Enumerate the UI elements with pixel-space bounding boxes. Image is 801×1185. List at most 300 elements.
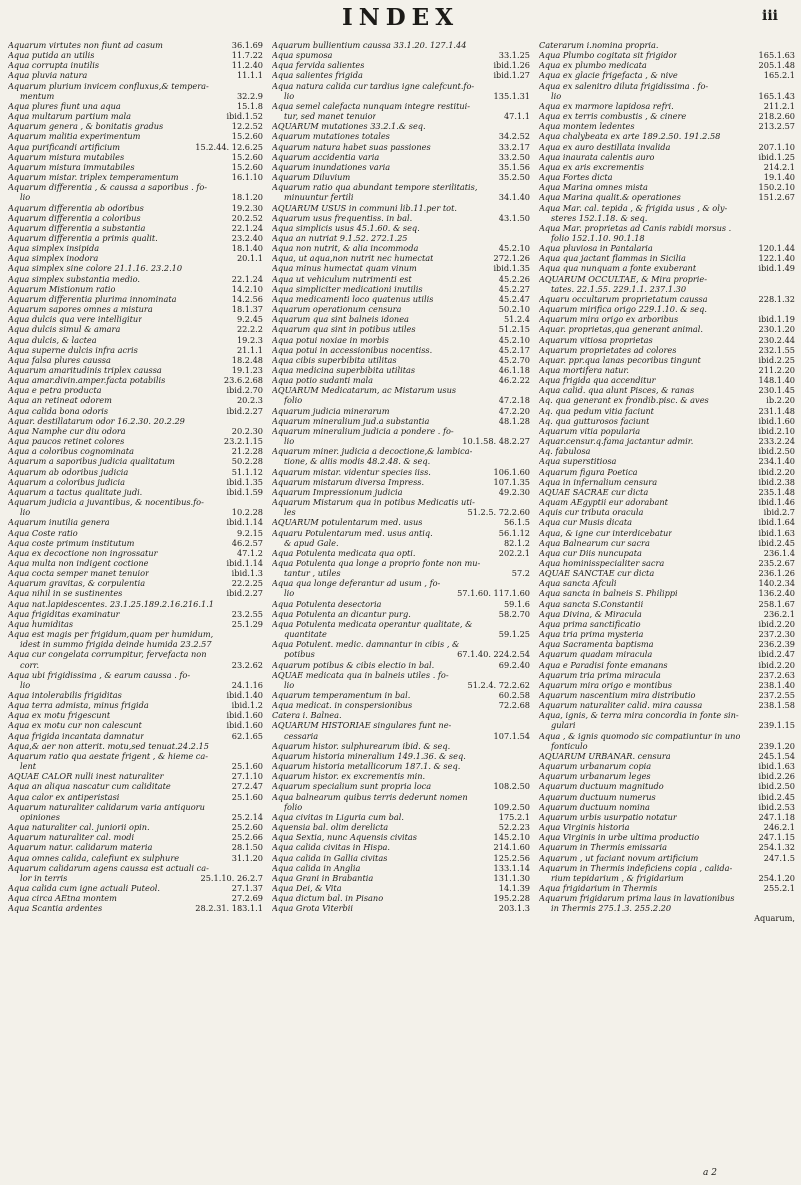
index-entry bbox=[8, 731, 263, 741]
entry-reference: ibid.1.60 bbox=[226, 720, 263, 731]
entry-reference: 31.1.20 bbox=[231, 852, 263, 863]
entry-term: gulari bbox=[551, 720, 576, 731]
index-entry bbox=[272, 781, 530, 791]
index-entry bbox=[8, 528, 263, 538]
index-entry bbox=[8, 101, 263, 111]
entry-reference: 25.1.60 bbox=[231, 791, 263, 802]
entry-reference: 57.2 bbox=[511, 568, 530, 579]
entry-term: Aqua omnes calida, calefiunt ex sulphure bbox=[8, 852, 180, 863]
entry-term: Aquarum gravitas, & corpulentia bbox=[8, 578, 146, 589]
entry-term: Aq. fabulosa bbox=[539, 446, 591, 457]
entry-term: Aquarum mira origo ex arboribus bbox=[539, 314, 679, 325]
entry-reference: 230.2.44 bbox=[758, 334, 795, 345]
entry-term: Aq. qua pedum vitia faciunt bbox=[539, 405, 654, 416]
entry-reference: ib.2.20 bbox=[766, 395, 795, 406]
index-entry bbox=[8, 304, 263, 314]
entry-reference: 22.1.24 bbox=[231, 222, 263, 233]
index-entry bbox=[8, 670, 263, 680]
entry-term: Aqua calida cum igne actuali Puteol. bbox=[8, 882, 160, 893]
index-entry bbox=[272, 436, 530, 446]
entry-reference: 9.2.45 bbox=[236, 314, 263, 325]
entry-reference: ibid.1.63 bbox=[758, 761, 795, 772]
index-entry bbox=[8, 81, 263, 91]
index-entry bbox=[8, 192, 263, 202]
entry-reference: ibid.1.40 bbox=[226, 690, 263, 700]
index-entry bbox=[539, 528, 795, 538]
entry-reference: 254.1.20 bbox=[758, 872, 795, 883]
index-entry bbox=[272, 233, 530, 243]
index-entry bbox=[8, 842, 263, 852]
entry-term: Aquaru Potulentarum med. usus antiq. bbox=[272, 527, 433, 538]
entry-reference: 140.2.34 bbox=[758, 578, 795, 589]
index-entry bbox=[539, 609, 795, 619]
entry-term: Aqua mortifera natur. bbox=[539, 365, 630, 375]
entry-term: Aqua Balnearum cur sacra bbox=[539, 537, 650, 548]
entry-reference: 214.2.1 bbox=[763, 161, 795, 172]
index-entry bbox=[539, 588, 795, 598]
index-entry bbox=[539, 842, 795, 852]
index-entry bbox=[272, 406, 530, 416]
entry-term: AQUAE SANCTAE cur dicta bbox=[539, 568, 655, 579]
entry-term: Aqua sancta Afculi bbox=[539, 578, 617, 589]
index-entry bbox=[8, 487, 263, 497]
index-entry bbox=[539, 670, 795, 680]
index-entry bbox=[539, 649, 795, 659]
index-entry bbox=[272, 741, 530, 751]
entry-reference: 207.1.10 bbox=[758, 141, 795, 152]
entry-term: Aqua Mar. cal. tepida , & frigida usus , & oly- bbox=[539, 202, 728, 213]
index-entry bbox=[272, 883, 530, 893]
index-entry bbox=[8, 578, 263, 588]
index-entry bbox=[272, 467, 530, 477]
entry-term: fonticulo bbox=[551, 740, 588, 751]
entry-reference: 247.1.5 bbox=[763, 852, 795, 863]
entry-reference: 23.2.1.15 bbox=[223, 436, 263, 447]
entry-term: Aquarum mirifica origo 229.1.10. & seq. bbox=[539, 304, 707, 315]
index-entry bbox=[272, 172, 530, 182]
index-entry bbox=[272, 152, 530, 162]
entry-term: Aquarum differentia , & caussa a saporibus . fo- bbox=[8, 182, 208, 193]
entry-reference: ibid.2.7 bbox=[763, 507, 795, 518]
entry-term: Aqua civitas in Liguria cum bal. bbox=[272, 811, 404, 822]
entry-term: Aqua terra admista, minus frigida bbox=[8, 700, 149, 711]
entry-term: Aqua e petra producta bbox=[8, 385, 102, 396]
index-entry bbox=[539, 335, 795, 345]
index-entry bbox=[8, 60, 263, 70]
entry-term: Aqua potio sudanti mala bbox=[272, 375, 374, 386]
entry-term: Aqua , & ignis quomodo sic compatiuntur in uno bbox=[539, 730, 741, 741]
entry-reference: 15.1.8 bbox=[236, 100, 263, 111]
entry-reference: 25.2.60 bbox=[231, 822, 263, 833]
entry-reference: 10.2.28 bbox=[231, 507, 263, 518]
entry-reference: 20.2.3 bbox=[236, 395, 263, 406]
entry-term: Aqua balnearum quibus terris dederunt nomen bbox=[272, 791, 468, 802]
entry-term: Aquarum naturaliter cal. modi bbox=[8, 832, 135, 843]
index-entry bbox=[272, 832, 530, 842]
entry-reference: 135.1.31 bbox=[493, 90, 530, 101]
index-entry bbox=[539, 538, 795, 548]
index-entry bbox=[8, 213, 263, 223]
index-entry bbox=[539, 324, 795, 334]
index-entry bbox=[8, 162, 263, 172]
entry-term: Aqua,& aer non atterit. motu,sed tenuat.24.2.15 bbox=[8, 740, 209, 751]
index-entry bbox=[8, 609, 263, 619]
index-entry bbox=[272, 599, 530, 609]
index-entry bbox=[272, 619, 530, 629]
entry-term: Aquarum qua sint in potibus utiles bbox=[272, 324, 416, 335]
entry-reference: 57.1.60. 117.1.60 bbox=[457, 588, 530, 599]
index-entry bbox=[272, 426, 530, 436]
entry-reference: 20.1.1 bbox=[236, 253, 263, 264]
index-entry bbox=[8, 375, 263, 385]
index-entry bbox=[272, 863, 530, 873]
entry-term: AQUARUM USUS in communi lib.11.per tot. bbox=[272, 202, 457, 213]
index-entry bbox=[539, 863, 795, 873]
entry-term: Aqua fervida salientes bbox=[272, 60, 365, 71]
entry-reference: 247.1.15 bbox=[758, 832, 795, 843]
index-entry bbox=[272, 568, 530, 578]
index-entry bbox=[8, 497, 263, 507]
entry-term: Aqua frigida incantata damnatur bbox=[8, 730, 145, 741]
entry-term: Aqua Divina, & Miracula bbox=[539, 608, 642, 619]
index-entry bbox=[8, 629, 263, 639]
entry-term: potibus bbox=[284, 649, 315, 660]
index-entry bbox=[8, 111, 263, 121]
entry-term: Aqua calida in Gallia civitas bbox=[272, 852, 388, 863]
entry-term: folio bbox=[284, 395, 303, 406]
entry-term: Aqua ubi frigidissima , & earum caussa . fo- bbox=[8, 669, 191, 680]
index-entry bbox=[539, 121, 795, 131]
entry-reference: ibid.1.26 bbox=[493, 60, 530, 71]
entry-reference: ibid.1.14 bbox=[226, 557, 263, 568]
entry-term: Aqua Potulent. medic. damnantur in cibis , & bbox=[272, 639, 460, 650]
entry-term: Aqua ut vehiculum nutrimenti est bbox=[272, 273, 412, 284]
index-entry bbox=[539, 385, 795, 395]
index-entry bbox=[8, 152, 263, 162]
index-entry bbox=[539, 690, 795, 700]
index-entry bbox=[539, 517, 795, 527]
entry-reference: 235.1.48 bbox=[758, 486, 795, 497]
entry-reference: 211.2.20 bbox=[758, 365, 795, 375]
entry-reference: 18.1.20 bbox=[231, 192, 263, 203]
entry-reference: 11.1.1 bbox=[236, 70, 263, 81]
index-entry bbox=[272, 731, 530, 741]
entry-term: Aquarum Impressionum judicia bbox=[272, 486, 403, 497]
entry-reference: ibid.2.27 bbox=[226, 588, 263, 599]
index-entry bbox=[8, 355, 263, 365]
index-entry bbox=[539, 142, 795, 152]
entry-reference: 67.1.40. 224.2.54 bbox=[457, 649, 530, 660]
entry-term: Aquarum historia mineralium 149.1.36. & seq. bbox=[272, 750, 466, 761]
entry-reference: 45.2.26 bbox=[498, 273, 530, 284]
entry-term: Aqua a coloribus cognominata bbox=[8, 446, 134, 457]
entry-term: Aqua ex aris excrementis bbox=[539, 161, 644, 172]
index-entry bbox=[272, 558, 530, 568]
entry-reference: ibid.2.20 bbox=[758, 618, 795, 629]
index-entry bbox=[272, 416, 530, 426]
entry-term: Aquarum mineralium jud.a substantia bbox=[272, 415, 430, 426]
entry-term: Aqua superstitiosa bbox=[539, 456, 617, 467]
entry-term: Aqua qua jactant flammas in Sicilia bbox=[539, 253, 686, 264]
index-entry bbox=[272, 528, 530, 538]
index-entry bbox=[8, 395, 263, 405]
entry-reference: 27.2.69 bbox=[231, 893, 263, 904]
entry-term: les bbox=[284, 507, 296, 518]
entry-term: corr. bbox=[20, 659, 40, 670]
index-entry bbox=[8, 253, 263, 263]
index-entry bbox=[8, 91, 263, 101]
entry-term: Aqua cibis superbibita utilitas bbox=[272, 354, 397, 365]
index-entry bbox=[272, 446, 530, 456]
entry-term: Aquarum specialium sunt propria loca bbox=[272, 781, 432, 792]
index-entry bbox=[8, 324, 263, 334]
entry-reference: 45.2.47 bbox=[498, 293, 530, 304]
entry-term: Aquarum ductuum magnitudo bbox=[539, 781, 664, 792]
entry-reference: 120.1.44 bbox=[758, 243, 795, 254]
index-entry bbox=[8, 365, 263, 375]
entry-reference: 19.1.40 bbox=[763, 172, 795, 183]
entry-term: Aqua amar.divin.amper.facta potabilis bbox=[8, 375, 166, 386]
index-entry bbox=[272, 60, 530, 70]
index-entry bbox=[539, 223, 795, 233]
entry-term: Aqua dulcis qua vere intelligitur bbox=[8, 314, 143, 325]
entry-reference: ibid.2.38 bbox=[758, 476, 795, 487]
entry-reference: ibid.2.20 bbox=[758, 466, 795, 477]
index-entry bbox=[8, 720, 263, 730]
entry-reference: 59.1.6 bbox=[503, 598, 530, 609]
entry-term: Aqua calor ex antiperistasi bbox=[8, 791, 120, 802]
index-entry bbox=[539, 822, 795, 832]
entry-reference: 16.1.10 bbox=[231, 172, 263, 183]
entry-reference: 237.2.55 bbox=[758, 690, 795, 700]
entry-term: Aqua, ut aqua,non nutrit nec humectat bbox=[272, 253, 434, 264]
entry-term: Aquarum differentia plurima innominata bbox=[8, 293, 177, 304]
index-entry bbox=[8, 446, 263, 456]
index-entry bbox=[539, 456, 795, 466]
entry-reference: 25.1.60 bbox=[231, 761, 263, 772]
entry-term: Aqua chalybeata ex arte 189.2.50. 191.2.58 bbox=[539, 131, 721, 142]
index-entry bbox=[272, 456, 530, 466]
entry-reference: ibid.2.20 bbox=[758, 659, 795, 670]
entry-reference: 125.2.56 bbox=[493, 852, 530, 863]
index-entry bbox=[539, 639, 795, 649]
entry-reference: 230.1.45 bbox=[758, 385, 795, 396]
entry-term: tates. 22.1.55. 229.1.1. 237.1.30 bbox=[551, 283, 687, 294]
entry-term: folio 152.1.10. 90.1.18 bbox=[551, 232, 645, 243]
entry-term: Aquarum differentia ab odoribus bbox=[8, 202, 144, 213]
entry-reference: 23.2.40 bbox=[231, 232, 263, 243]
entry-reference: ibid.1.46 bbox=[758, 497, 795, 508]
index-entry bbox=[8, 548, 263, 558]
entry-term: Aqua Virginis in urbe ultima productio bbox=[539, 832, 700, 843]
entry-term: Aquarum inutilia genera bbox=[8, 517, 110, 528]
entry-term: Aquarum a saporibus judicia qualitatum bbox=[8, 456, 175, 467]
entry-term: Aquarum qua sint balneis idonea bbox=[272, 314, 409, 325]
entry-reference: ibid.1.3 bbox=[231, 568, 263, 579]
entry-reference: 175.2.1 bbox=[498, 811, 530, 822]
index-entry bbox=[539, 314, 795, 324]
entry-term: Aqua ex motu cur non calescunt bbox=[8, 720, 142, 731]
index-entry bbox=[272, 538, 530, 548]
entry-reference: 35.2.50 bbox=[498, 172, 530, 183]
index-entry bbox=[539, 70, 795, 80]
signature-mark: a 2 bbox=[703, 1168, 717, 1178]
index-entry bbox=[539, 477, 795, 487]
entry-term: Caterarum i.nomina propria. bbox=[539, 40, 659, 50]
entry-term: Aquarum sapores omnes a mistura bbox=[8, 304, 153, 315]
entry-reference: 46.1.18 bbox=[498, 365, 530, 375]
index-entry bbox=[8, 853, 263, 863]
entry-reference: 255.2.1 bbox=[763, 882, 795, 893]
index-entry bbox=[8, 863, 263, 873]
index-entry bbox=[539, 213, 795, 223]
index-entry bbox=[272, 497, 530, 507]
index-entry bbox=[8, 568, 263, 578]
index-entry bbox=[539, 345, 795, 355]
entry-term: Aqua circa AEtna montem bbox=[8, 893, 117, 904]
entry-term: Aqua superne dulcis infra acris bbox=[8, 344, 138, 355]
entry-term: Aqua Mar. proprietas ad Canis rabidi morsus . bbox=[539, 222, 732, 233]
index-entry bbox=[8, 822, 263, 832]
entry-term: Aqua ex motu frigescunt bbox=[8, 710, 111, 721]
index-entry bbox=[539, 152, 795, 162]
index-entry bbox=[539, 873, 795, 883]
index-entry bbox=[8, 517, 263, 527]
entry-reference: 50.2.10 bbox=[498, 304, 530, 315]
entry-reference: 15.2.60 bbox=[231, 131, 263, 142]
index-entry bbox=[539, 263, 795, 273]
entry-reference: 107.1.54 bbox=[493, 730, 530, 741]
index-entry bbox=[8, 233, 263, 243]
entry-term: Aqua non nutrit, & alia incommoda bbox=[272, 243, 419, 254]
index-column-left bbox=[8, 40, 263, 1168]
index-entry bbox=[539, 40, 795, 50]
entry-reference: 203.1.3 bbox=[498, 903, 530, 914]
index-entry bbox=[539, 487, 795, 497]
entry-reference: 18.1.40 bbox=[231, 243, 263, 254]
index-entry bbox=[539, 507, 795, 517]
entry-reference: 245.1.54 bbox=[758, 750, 795, 761]
entry-reference: 46.2.57 bbox=[231, 537, 263, 548]
index-entry bbox=[539, 60, 795, 70]
entry-term: Aqua calida bona odoris bbox=[8, 405, 109, 416]
index-entry bbox=[272, 101, 530, 111]
index-entry bbox=[8, 436, 263, 446]
index-entry bbox=[8, 142, 263, 152]
entry-term: Aqua Grota Viterbii bbox=[272, 903, 353, 914]
entry-reference: 133.1.14 bbox=[493, 862, 530, 873]
index-entry bbox=[539, 203, 795, 213]
index-entry bbox=[8, 588, 263, 598]
entry-reference: 165.1.43 bbox=[758, 90, 795, 101]
entry-term: Aqua ex marmore lapidosa refri. bbox=[539, 100, 674, 111]
index-entry bbox=[272, 213, 530, 223]
entry-term: Aqua falsa plures caussa bbox=[8, 354, 111, 365]
entry-term: Aquarum naturaliter calid. mira caussa bbox=[539, 700, 703, 711]
entry-term: Aqua an nutriat 9.1.52. 272.1.25 bbox=[272, 232, 408, 243]
index-entry bbox=[8, 426, 263, 436]
entry-reference: ibid.2.45 bbox=[758, 791, 795, 802]
entry-term: Aqua potui in accessionibus nocentiss. bbox=[272, 344, 433, 355]
entry-term: Aquarum mistar. videntur species iiss. bbox=[272, 466, 431, 477]
index-entry bbox=[8, 335, 263, 345]
entry-term: Aquarum natura habet suas passiones bbox=[272, 141, 431, 152]
index-entry bbox=[539, 162, 795, 172]
entry-reference: 33.2.50 bbox=[498, 151, 530, 162]
entry-term: Aqua nat.lapidescentes. 23.1.25.189.2.16.216.1.1 bbox=[8, 598, 215, 609]
index-entry bbox=[8, 700, 263, 710]
entry-term: Aquar. destillatarum odor 16.2.30. 20.2.29 bbox=[8, 415, 185, 426]
index-entry bbox=[539, 771, 795, 781]
entry-term: Aquarum judicia minerarum bbox=[272, 405, 390, 416]
entry-reference: ibid.2.50 bbox=[758, 446, 795, 457]
index-entry bbox=[272, 50, 530, 60]
index-entry bbox=[539, 172, 795, 182]
entry-reference: 239.1.20 bbox=[758, 740, 795, 751]
entry-term: lio bbox=[284, 90, 295, 101]
index-entry bbox=[539, 446, 795, 456]
index-entry bbox=[8, 507, 263, 517]
entry-reference: 25.1.29 bbox=[231, 618, 263, 629]
entry-term: Aqua e Paradisi fonte emanans bbox=[539, 659, 668, 670]
index-entry bbox=[272, 771, 530, 781]
index-entry bbox=[272, 690, 530, 700]
index-entry bbox=[8, 599, 263, 609]
entry-term: Aqua salientes frigida bbox=[272, 70, 363, 81]
entry-term: Aquarum quadam miracula bbox=[539, 649, 653, 660]
entry-term: Aquarum genera , & bonitatis gradus bbox=[8, 121, 164, 132]
index-entry bbox=[8, 406, 263, 416]
index-entry bbox=[272, 335, 530, 345]
entry-term: Aqua Sextia, nunc Aquensis civitas bbox=[272, 832, 417, 843]
entry-reference: 237.2.63 bbox=[758, 669, 795, 680]
index-entry bbox=[272, 477, 530, 487]
index-entry bbox=[272, 751, 530, 761]
entry-term: Aqua intolerabilis frigiditas bbox=[8, 690, 122, 700]
entry-term: Aqua multa non indigent coctione bbox=[8, 557, 149, 568]
entry-reference: 20.2.52 bbox=[231, 212, 263, 223]
entry-reference: 18.1.37 bbox=[231, 304, 263, 315]
index-entry bbox=[8, 456, 263, 466]
index-entry bbox=[539, 426, 795, 436]
entry-term: lio bbox=[284, 436, 295, 447]
entry-term: Aqua simplex inodora bbox=[8, 253, 99, 264]
entry-term: Aq. qua generant ex frondib.pisc. & aves bbox=[539, 395, 709, 406]
entry-reference: 218.2.60 bbox=[758, 111, 795, 122]
index-entry bbox=[8, 284, 263, 294]
entry-term: Aq. qua gutturosos faciunt bbox=[539, 415, 650, 426]
index-entry bbox=[539, 284, 795, 294]
index-entry bbox=[8, 40, 263, 50]
entry-term: Aqua an aliqua nascatur cum caliditate bbox=[8, 781, 171, 792]
index-entry bbox=[272, 223, 530, 233]
entry-term: Aquarum judicia a juvantibus, & nocentibus.fo- bbox=[8, 497, 204, 508]
entry-term: Aqua cur Musis dicata bbox=[539, 517, 633, 528]
entry-reference: 21.2.28 bbox=[231, 446, 263, 457]
index-entry bbox=[539, 853, 795, 863]
entry-reference: 32.2.9 bbox=[236, 90, 263, 101]
index-entry bbox=[8, 203, 263, 213]
entry-term: lio bbox=[20, 679, 31, 690]
entry-term: Aquarum differentia a primis qualit. bbox=[8, 232, 158, 243]
index-entry bbox=[8, 883, 263, 893]
entry-term: Catera i. Balnea. bbox=[272, 710, 342, 721]
index-entry bbox=[272, 629, 530, 639]
entry-reference: 246.2.1 bbox=[763, 822, 795, 833]
index-entry bbox=[272, 182, 530, 192]
index-entry bbox=[272, 81, 530, 91]
entry-term: Aqua, & igne cur interdicebatur bbox=[539, 527, 673, 538]
